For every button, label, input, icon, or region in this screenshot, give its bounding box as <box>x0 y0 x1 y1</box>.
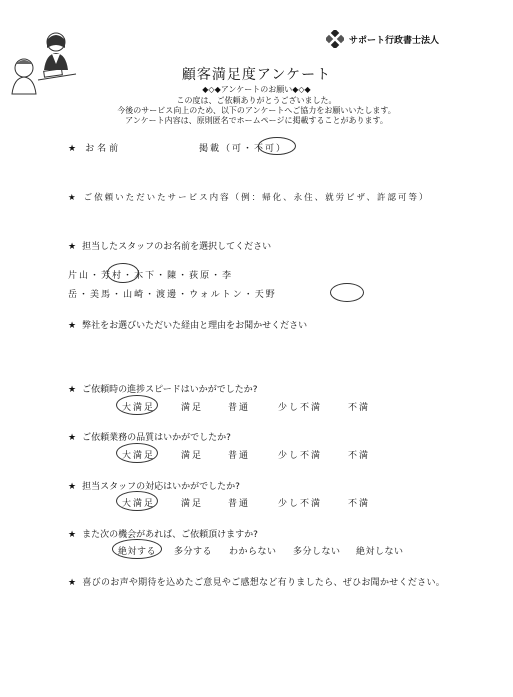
rating-option-selected[interactable]: 大満足 <box>122 451 156 461</box>
question-repeat: ★ また次の機会があれば、ご依頼頂けますか? <box>68 530 258 540</box>
question-label: ご依頼業務の品質はいかがでしたか? <box>82 433 231 443</box>
repeat-option[interactable]: わからない <box>229 547 277 557</box>
rating-option[interactable]: 普通 <box>228 451 251 461</box>
question-staff-service: ★ 担当スタッフの対応はいかがでしたか? <box>68 482 240 492</box>
staff-name[interactable]: 山崎 <box>123 290 146 300</box>
question-quality: ★ ご依頼業務の品質はいかがでしたか? <box>68 433 231 443</box>
question-staff: ★ 担当したスタッフのお名前を選択してください <box>68 242 272 252</box>
intro-line: この度は、ご依頼ありがとうございました。 <box>176 96 337 105</box>
staff-name[interactable]: 美馬 <box>90 290 113 300</box>
staff-name[interactable]: 渡邊 <box>156 290 179 300</box>
selection-circle <box>107 263 139 283</box>
company-name: サポート行政書士法人 <box>349 35 440 46</box>
rating-option[interactable]: 不満 <box>348 499 371 509</box>
question-name: ★ お名前 <box>68 144 122 154</box>
selection-circle <box>258 137 296 155</box>
repeat-option-selected[interactable]: 絶対する <box>118 547 157 557</box>
staff-name[interactable]: 李 <box>222 271 234 281</box>
rating-option-selected[interactable]: 大満足 <box>122 499 156 509</box>
question-comments: ★ 喜びのお声や期待を込めたご意見やご感想など有りましたら、ぜひお聞かせください。 <box>68 578 446 588</box>
question-label: 担当スタッフの対応はいかがでしたか? <box>82 482 240 492</box>
staff-name[interactable]: 岳 <box>68 290 80 300</box>
staff-name[interactable]: 荻原 <box>189 271 212 281</box>
question-label: 喜びのお声や期待を込めたご意見やご感想など有りましたら、ぜひお聞かせください。 <box>82 578 446 588</box>
publish-consent: 掲載（可・不可） <box>199 144 288 154</box>
intro-line: アンケート内容は、原則匿名でホームページに掲載することがあります。 <box>125 116 388 125</box>
page-title: 顧客満足度アンケート <box>181 67 332 83</box>
selection-circle <box>116 395 158 415</box>
question-reason: ★ 弊社をお選びいただいた経由と理由をお聞かせください <box>68 321 308 331</box>
staff-row-1: 片山・芳村・木下・陳・荻原・李 <box>68 271 234 281</box>
repeat-option[interactable]: 絶対しない <box>356 547 404 557</box>
question-label: 弊社をお選びいただいた経由と理由をお聞かせください <box>82 321 308 331</box>
rating-option[interactable]: 満足 <box>181 451 204 461</box>
selection-circle <box>330 283 364 302</box>
rating-option[interactable]: 満足 <box>181 403 204 413</box>
rating-option[interactable]: 普通 <box>228 403 251 413</box>
staff-name[interactable]: ウォルトン <box>189 290 244 300</box>
question-label: 担当したスタッフのお名前を選択してください <box>82 242 272 252</box>
selection-circle <box>112 539 162 559</box>
rating-option-selected[interactable]: 大満足 <box>122 403 156 413</box>
staff-name[interactable]: 片山 <box>68 271 91 281</box>
staff-name-selected[interactable]: 芳村 <box>101 271 124 281</box>
rating-option[interactable]: 少し不満 <box>278 499 323 509</box>
staff-name-selected[interactable]: 天野 <box>254 290 277 300</box>
repeat-option[interactable]: 多分しない <box>293 547 341 557</box>
rating-option[interactable]: 満足 <box>181 499 204 509</box>
rating-option[interactable]: 不満 <box>348 451 371 461</box>
selection-circle <box>116 443 158 463</box>
question-label: また次の機会があれば、ご依頼頂けますか? <box>82 530 258 540</box>
rating-option[interactable]: 普通 <box>228 499 251 509</box>
repeat-option[interactable]: 多分する <box>174 547 213 557</box>
rating-option[interactable]: 不満 <box>348 403 371 413</box>
question-label: ご依頼時の進捗スピードはいかがでしたか? <box>82 385 258 395</box>
question-service: ★ ご依頼いただいたサービス内容（例：帰化、永住、就労ビザ、許認可等） <box>68 193 430 203</box>
staff-name[interactable]: 陳 <box>167 271 179 281</box>
staff-name[interactable]: 木下 <box>134 271 157 281</box>
rating-option[interactable]: 少し不満 <box>278 403 323 413</box>
rating-option[interactable]: 少し不満 <box>278 451 323 461</box>
publish-option-selected[interactable]: 不可 <box>254 144 277 154</box>
company-logo <box>326 30 439 48</box>
question-label: お名前 <box>85 144 122 154</box>
question-speed: ★ ご依頼時の進捗スピードはいかがでしたか? <box>68 385 258 395</box>
selection-circle <box>116 491 158 511</box>
subtitle: ◆◇◆アンケートのお願い◆◇◆ <box>202 85 311 94</box>
intro-line: 今後のサービス向上のため、以下のアンケートへご協力をお願いいたします。 <box>117 106 396 115</box>
diamond-cluster-icon <box>326 30 344 48</box>
question-label: ご依頼いただいたサービス内容（例：帰化、永住、就労ビザ、許認可等） <box>83 193 430 203</box>
staff-row-2: 岳・美馬・山崎・渡邊・ウォルトン・天野 <box>68 290 277 300</box>
